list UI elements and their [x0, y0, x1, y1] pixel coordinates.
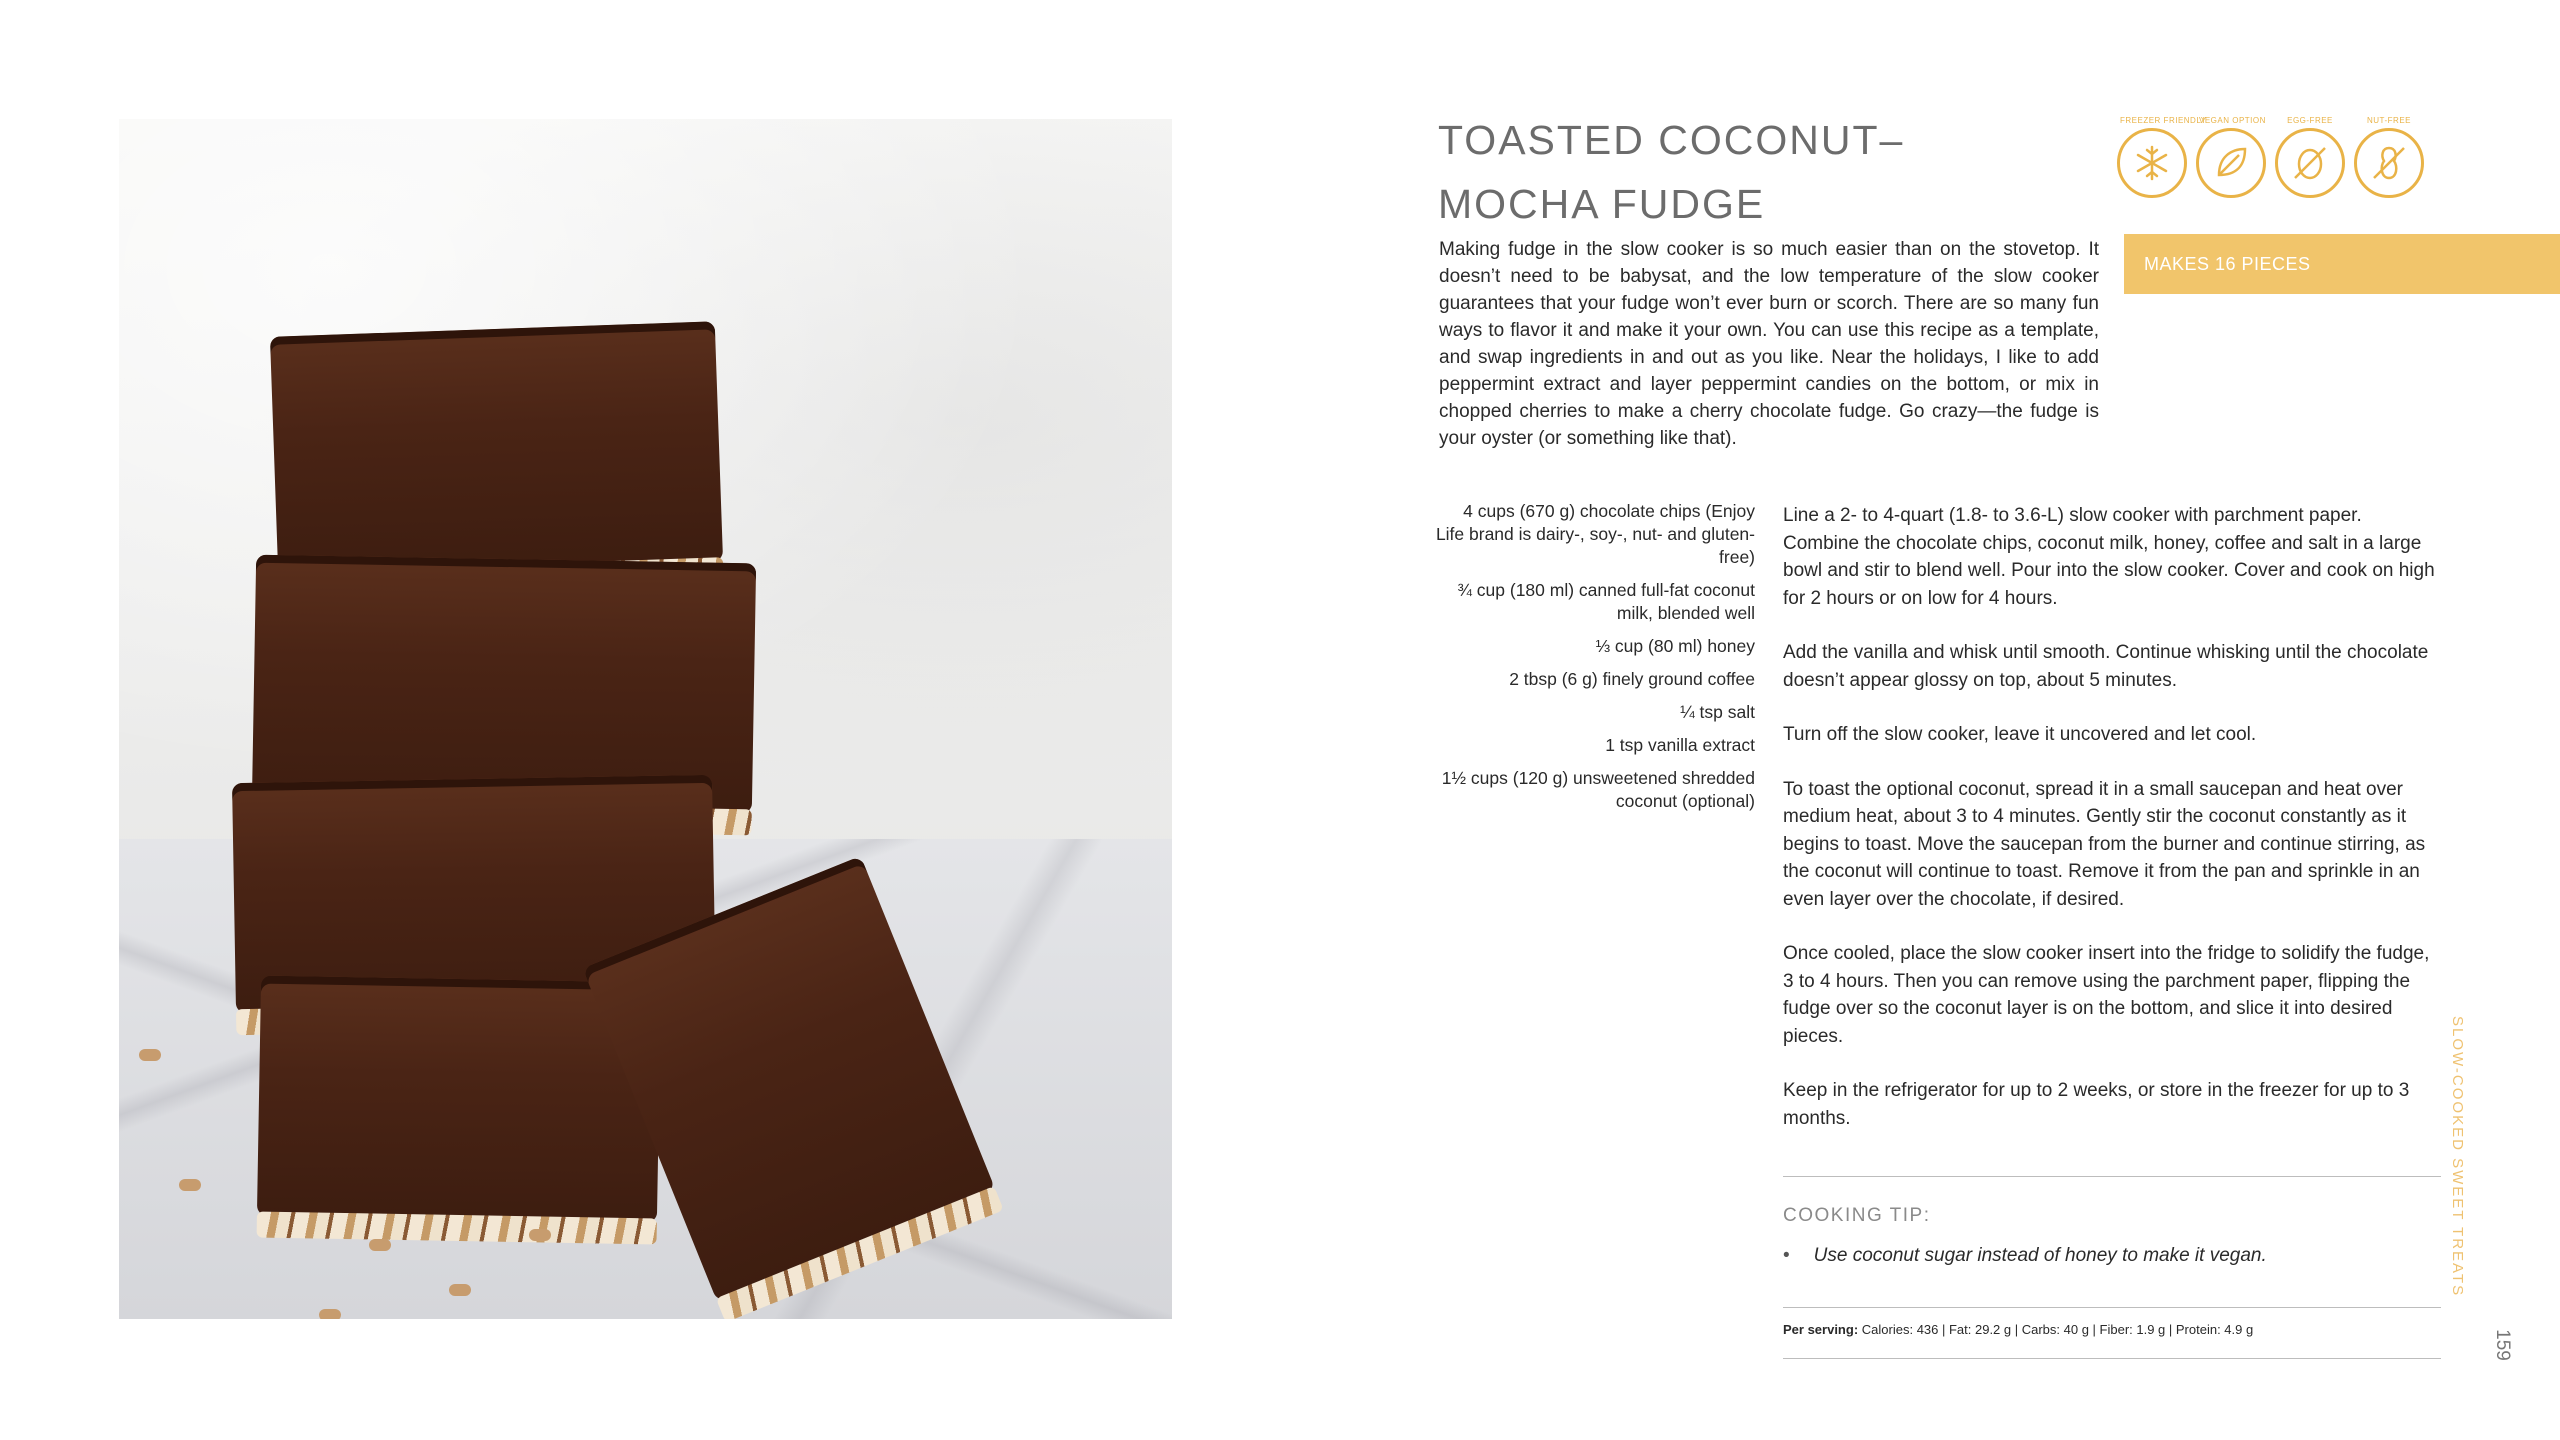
cooking-tip-item	[1783, 1245, 2267, 1267]
nutrition-per-serving	[1783, 1322, 2253, 1337]
divider	[1783, 1176, 2441, 1177]
egg-free-badge	[2275, 116, 2345, 198]
coconut-crumb	[369, 1239, 391, 1251]
cooking-tip-heading: COOKING TIP:	[1783, 1205, 1931, 1226]
method-step: Once cooled, place the slow cooker insert into the fridge to solidify the fudge, 3 to 4 hours. Then you can remove using the parchment paper, flipping the fudge over so the coconut layer is on the bottom, and slice it into desired pieces.	[1783, 943, 2430, 1047]
fudge-piece	[270, 321, 723, 576]
leaf-icon	[2211, 143, 2251, 183]
nut-free-badge	[2354, 116, 2424, 198]
peanut-crossed-icon	[2369, 143, 2409, 183]
chapter-side-label: SLOW-COOKED SWEET TREATS	[2449, 1016, 2466, 1298]
page-number: 159	[2491, 1329, 2513, 1361]
badge-label: VEGAN OPTION	[2199, 116, 2266, 125]
badge-label: FREEZER FRIENDLY	[2120, 116, 2207, 125]
per-serving-label: Per serving:	[1783, 1322, 1859, 1337]
ingredient-item: ¼ tsp salt	[1680, 702, 1755, 722]
ingredient-item: 1 tsp vanilla extract	[1605, 735, 1755, 755]
recipe-title-line-1: TOASTED COCONUT–	[1438, 117, 1905, 163]
coconut-crumb	[179, 1179, 201, 1191]
diet-badges	[2117, 116, 2424, 202]
coconut-crumb	[529, 1229, 551, 1241]
ingredient-item: ¾ cup (180 ml) canned full-fat coconut milk, blended well	[1457, 580, 1755, 623]
recipe-title-line-2: MOCHA FUDGE	[1438, 181, 1766, 227]
bullet-icon: •	[1783, 1245, 1790, 1266]
per-serving-values: Calories: 436 | Fat: 29.2 g | Carbs: 40 g | Fiber: 1.9 g | Protein: 4.9 g	[1861, 1322, 2254, 1337]
badge-label: NUT-FREE	[2367, 116, 2411, 125]
method-step: Line a 2- to 4-quart (1.8- to 3.6-L) slow cooker with parchment paper. Combine the chocolate chips, coconut milk, honey, coffee and salt in a large bowl and stir to blend well. Pour into the slow cooker. Cover and cook on high for 2 hours or on low for 4 hours.	[1783, 505, 2435, 609]
method-steps	[1783, 502, 2443, 1159]
cooking-tip-text: Use coconut sugar instead of honey to make it vegan.	[1813, 1245, 2267, 1266]
yield-banner: MAKES 16 PIECES	[2124, 234, 2560, 294]
freezer-friendly-badge	[2117, 116, 2207, 198]
method-step: To toast the optional coconut, spread it in a small saucepan and heat over medium heat, about 3 to 4 minutes. Gently stir the coconut constantly as it begins to toast. Move the saucepan from the burner and continue stirring, as the coconut will continue to toast. Remove it from the pan and sprinkle in an even layer over the chocolate, if desired.	[1783, 778, 2426, 910]
method-step: Keep in the refrigerator for up to 2 weeks, or store in the freezer for up to 3 months.	[1783, 1080, 2410, 1129]
coconut-crumb	[449, 1284, 471, 1296]
coconut-crumb	[139, 1049, 161, 1061]
vegan-option-badge	[2196, 116, 2266, 198]
egg-crossed-icon	[2290, 143, 2330, 183]
coconut-crumb	[319, 1309, 341, 1319]
method-step: Turn off the slow cooker, leave it uncovered and let cool.	[1783, 724, 2257, 745]
method-step: Add the vanilla and whisk until smooth. Continue whisking until the chocolate doesn’t appear glossy on top, about 5 minutes.	[1783, 642, 2429, 691]
snowflake-icon	[2132, 143, 2172, 183]
ingredient-item: ⅓ cup (80 ml) honey	[1595, 636, 1755, 656]
ingredient-item: 2 tbsp (6 g) finely ground coffee	[1509, 669, 1755, 689]
divider	[1783, 1307, 2441, 1308]
divider	[1783, 1358, 2441, 1359]
ingredient-list	[1435, 500, 1755, 823]
fudge-photo	[119, 119, 1172, 1319]
recipe-title	[1438, 108, 2138, 236]
recipe-intro: Making fudge in the slow cooker is so much easier than on the stovetop. It doesn’t need to be babysat, and the low temperature of the slow cooker guarantees that your fudge won’t ever burn or scorch. There are so many fun ways to flavor it and make it your own. You can use this recipe as a template, and swap ingredients in and out as you like. Near the holidays, I like to add peppermint extract and layer peppermint candies on the bottom, or mix in chopped cherries to make a cherry chocolate fudge. Go crazy—the fudge is your oyster (or something like that).	[1439, 239, 2099, 449]
ingredient-item: 4 cups (670 g) chocolate chips (Enjoy Life brand is dairy-, soy-, nut- and gluten-free)	[1435, 501, 1755, 567]
ingredient-item: 1½ cups (120 g) unsweetened shredded coconut (optional)	[1441, 768, 1755, 811]
badge-label: EGG-FREE	[2287, 116, 2333, 125]
